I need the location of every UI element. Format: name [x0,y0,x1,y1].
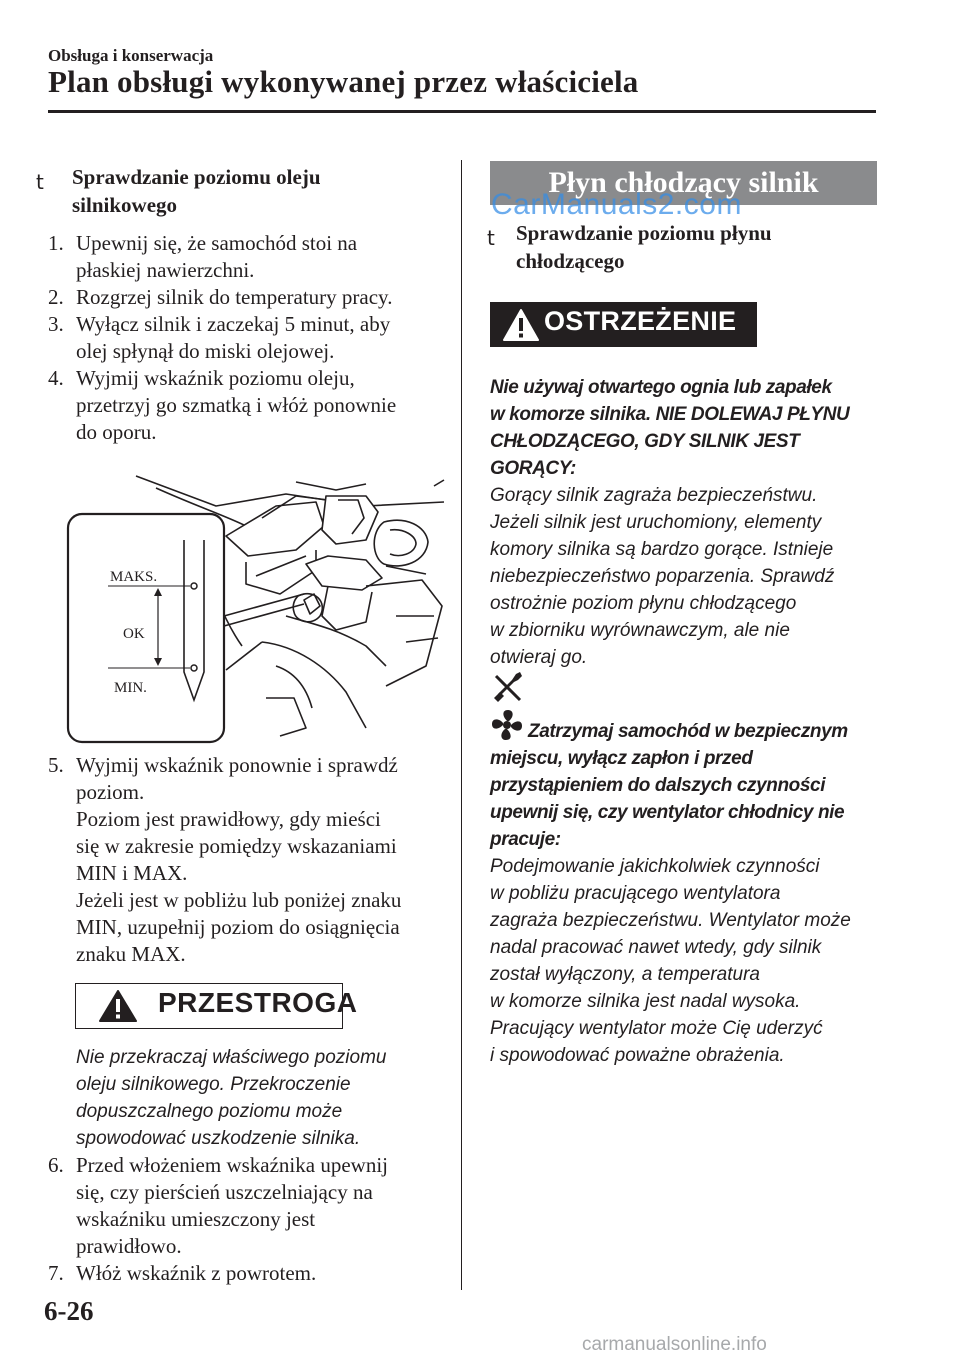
step-4: 4. Wyjmij wskaźnik poziomu oleju, przetrzyj go szmatką i włóż ponownie do oporu. [48,366,397,444]
warning-triangle-icon [502,308,540,342]
dipstick-blade [184,540,204,700]
step-7: 7. Włóż wskaźnik z powrotem. [48,1261,317,1285]
step-3: 3. Wyłącz silnik i zaczekaj 5 minut, aby olej spłynął do miski olejowej. [48,312,391,363]
fan-icon [490,708,524,742]
steps-list-b [48,1152,448,1287]
step-2: 2. Rozgrzej silnik do temperatury pracy. [48,285,393,309]
step-6: 6. Przed włożeniem wskaźnika upewnij się, czy pierścień uszczelniający na wskaźniku umieszczony jest prawidłowo. [48,1153,388,1258]
mark-max [191,583,197,589]
watermark: CarManuals2.com [491,188,742,221]
title-divider [48,110,876,113]
warning-text: Nie używaj otwartego ognia lub zapałek w komorze silnika. NIE DOLEWAJ PŁYNU CHŁODZĄCEGO, GDY SILNIK JEST GORĄCY: Gorący silnik zagraża bezpieczeństwu. Jeżeli silnik jest uruchomiony, elementy komory silnika są bardzo gorące. Istnieje niebezpieczeństwo poparzenia. Sprawdź ostrożnie poziom płynu chłodzącego w zbiorniku wyrównawczym, ale nie otwieraj go. [490,377,850,668]
coolant-section-band: Płyn chłodzący silnik [490,161,877,205]
coolant-check-heading: Sprawdzanie poziomu płynu chłodzącego [516,221,772,273]
section-bullet: t [36,170,44,194]
oil-check-heading: Sprawdzanie poziomu oleju silnikowego [72,165,321,217]
caution-text: Nie przekraczaj właściwego poziomu oleju silnikowego. Przekroczenie dopuszczalnego poziomu może spowodować uszkodzenie silnika. [76,1047,387,1149]
label-max: MAKS. [110,569,158,585]
warning-triangle-icon [98,989,138,1023]
mark-min [191,665,197,671]
label-min: MIN. [114,680,147,696]
label-ok: OK [123,626,145,642]
warning-label-box [490,302,757,347]
page-title: Plan obsługi wykonywanej przez właściciela [48,64,639,99]
step-1: 1. Upewnij się, że samochód stoi na płaskiej nawierzchni. [48,231,358,282]
caution-label-box [75,983,358,1029]
page-number: 6-26 [44,1296,94,1326]
caution-label: PRZESTROGA [158,987,358,1018]
section-label: Obsługa i konserwacja [48,46,214,65]
dipstick-illustration [66,466,450,746]
steps-list-a [48,230,448,446]
column-divider [461,160,462,1290]
step-5: 5. Wyjmij wskaźnik ponownie i sprawdź poziom. Poziom jest prawidłowy, gdy mieści się w zakresie pomiędzy wskazaniami MIN i MAX. Jeżeli jest w pobliżu lub poniżej znaku MIN, uzupełnij poziom do osiągnięcia znaku MAX. [48,753,402,966]
section-bullet: t [487,226,495,250]
footer-site: carmanualsonline.info [582,1334,767,1355]
warning-label: OSTRZEŻENIE [544,306,737,336]
fan-warning-first-line: Zatrzymaj samochód w bezpiecznym [528,721,848,742]
no-tools-icon [490,668,526,704]
fan-warning-text: miejscu, wyłącz zapłon i przed przystąpieniem do dalszych czynności upewnij się, czy wentylator chłodnicy nie pracuje: Podejmowanie jakichkolwiek czynności w pobliżu pracującego wentylatora zagraża bezpieczeństwu. Wentylator może nadal pracować nawet wtedy, gdy silnik został wyłączony, a temperatura w komorze silnika jest nadal wysoka. Pracujący wentylator może Cię uderzyć i spowodować poważne obrażenia. [490,748,851,1066]
